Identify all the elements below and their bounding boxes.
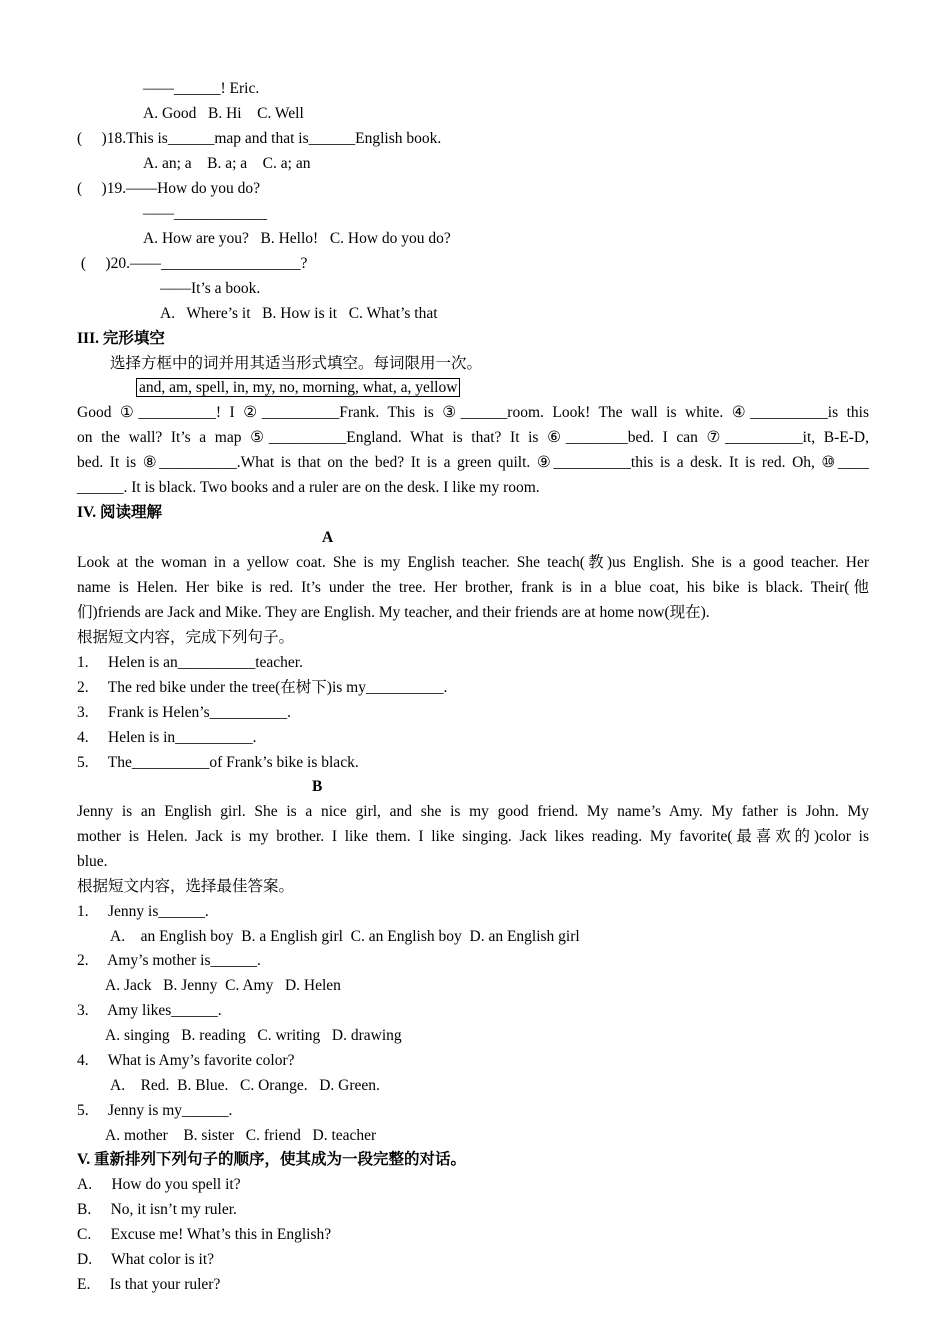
passage-b-question: 2. Amy’s mother is______. [77, 952, 261, 969]
passage-b-options: A. Jack B. Jenny C. Amy D. Helen [105, 977, 341, 994]
passage-b-options: A. Red. B. Blue. C. Orange. D. Green. [110, 1077, 380, 1094]
dialogue-sentence: A. How do you spell it? [77, 1176, 241, 1193]
passage-b-question: 1. Jenny is______. [77, 903, 209, 920]
passage-b-options: A. mother B. sister C. friend D. teacher [105, 1127, 377, 1144]
passage-a-question: 5. The__________of Frank’s bike is black. [77, 754, 359, 771]
cloze-paragraph-line: bed. It is ⑧__________.What is that on the bed? It is a green quilt. ⑨__________this is a desk. It is red. Oh, ⑩____ [77, 454, 869, 471]
dialogue-sentence: C. Excuse me! What’s this in English? [77, 1226, 332, 1243]
passage-b-options: A. an English boy B. a English girl C. an English boy D. an English girl [110, 928, 580, 945]
passage-a-question: 1. Helen is an__________teacher. [77, 654, 303, 671]
cloze-paragraph-line: ______. It is black. Two books and a ruler are on the desk. I like my room. [77, 479, 540, 496]
q20-answer-line: ——It’s a book. [160, 280, 261, 297]
passage-b-question: 5. Jenny is my______. [77, 1102, 233, 1119]
passage-a-line: Look at the woman in a yellow coat. She is my English teacher. She teach(教)us English. She is a good teacher. Her [77, 554, 869, 571]
passage-b-line: blue. [77, 853, 108, 870]
q20-question: ( )20.——__________________? [77, 255, 308, 272]
q19-options: A. How are you? B. Hello! C. How do you do? [143, 230, 451, 247]
q17-answer-line: ——______! Eric. [143, 80, 260, 97]
q20-options: A. Where’s it B. How is it C. What’s that [160, 305, 438, 322]
passage-b-line: mother is Helen. Jack is my brother. I like them. I like singing. Jack likes reading. My favorite(最喜欢的)color is [77, 828, 869, 845]
passage-a-line: 们)friends are Jack and Mike. They are English. My teacher, and their friends are at home now(现在). [77, 604, 710, 621]
section-5-heading: V. 重新排列下列句子的顺序，使其成为一段完整的对话。 [77, 1151, 466, 1168]
passage-b-options: A. singing B. reading C. writing D. drawing [105, 1027, 402, 1044]
section-3-instruction: 选择方框中的词并用其适当形式填空。每词限用一次。 [110, 355, 483, 372]
passage-b-question: 4. What is Amy’s favorite color? [77, 1052, 295, 1069]
word-box: and, am, spell, in, my, no, morning, what, a, yellow [136, 378, 460, 397]
passage-b-label: B [312, 778, 323, 795]
passage-b-line: Jenny is an English girl. She is a nice girl, and she is my good friend. My name’s Amy. My father is John. My [77, 803, 869, 820]
section-4-heading: IV. 阅读理解 [77, 504, 162, 521]
passage-a-label: A [322, 529, 334, 546]
dialogue-sentence: B. No, it isn’t my ruler. [77, 1201, 237, 1218]
passage-b-question: 3. Amy likes______. [77, 1002, 222, 1019]
dialogue-sentence: E. Is that your ruler? [77, 1276, 221, 1293]
passage-a-instruction: 根据短文内容，完成下列句子。 [77, 629, 295, 646]
dialogue-sentence: D. What color is it? [77, 1251, 215, 1268]
passage-a-question: 4. Helen is in__________. [77, 729, 257, 746]
cloze-paragraph-line: Good ①__________! I ②__________Frank. This is ③______room. Look! The wall is white. ④__________is this [77, 404, 869, 421]
q19-answer-line: ——____________ [143, 205, 267, 222]
q19-question: ( )19.——How do you do? [77, 180, 260, 197]
q18-options: A. an; a B. a; a C. a; an [143, 155, 311, 172]
cloze-paragraph-line: on the wall? It’s a map ⑤__________England. What is that? It is ⑥________bed. I can ⑦__________it, B-E-D, [77, 429, 869, 446]
passage-a-line: name is Helen. Her bike is red. It’s under the tree. Her brother, frank is in a blue coat, his bike is black. Their(他 [77, 579, 869, 596]
passage-b-instruction: 根据短文内容，选择最佳答案。 [77, 878, 295, 895]
passage-a-question: 3. Frank is Helen’s__________. [77, 704, 291, 721]
passage-a-question: 2. The red bike under the tree(在树下)is my__________. [77, 679, 448, 696]
q17-options: A. Good B. Hi C. Well [143, 105, 304, 122]
section-3-heading: III. 完形填空 [77, 330, 165, 347]
q18-question: ( )18.This is______map and that is______English book. [77, 130, 442, 147]
